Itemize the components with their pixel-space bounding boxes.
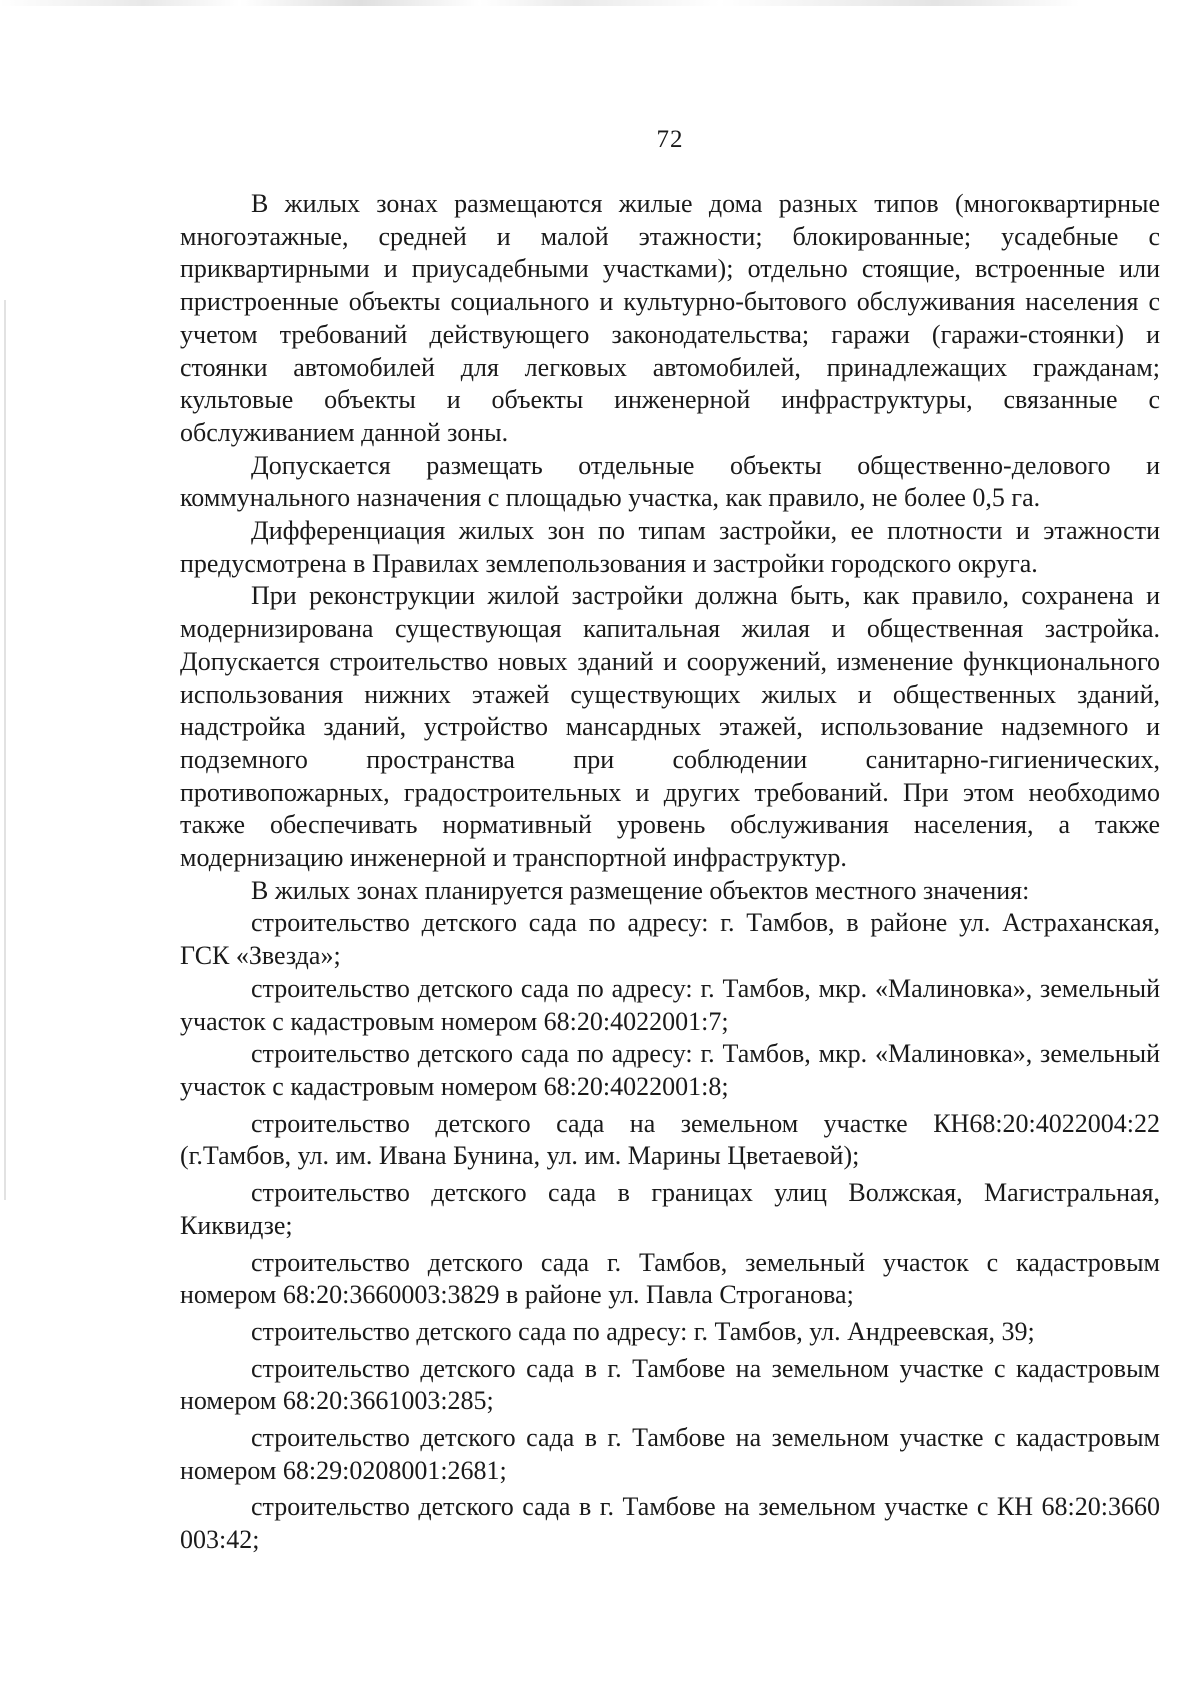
list-item: строительство детского сада по адресу: г. Тамбов, мкр. «Малиновка», земельный участок с кадастровым номером 68:20:4022001:7; — [180, 973, 1160, 1036]
list-item: строительство детского сада г. Тамбов, земельный участок с кадастровым номером 68:20:3660003:3829 в районе ул. Павла Строганова; — [180, 1247, 1160, 1310]
list-item: строительство детского сада в г. Тамбове на земельном участке с кадастровым номером 68:20:3661003:285; — [180, 1353, 1160, 1416]
list-item: строительство детского сада в границах улиц Волжская, Магистральная, Киквидзе; — [180, 1178, 1160, 1240]
paragraph-reconstruction: При реконструкции жилой застройки должна быть, как правило, сохранена и модернизирована существующая капитальная жилая и общественная застройка. Допускается строительство новых зданий и сооружений, изменение функционального использования нижних этажей существующих жилых и общественных зданий, надстройка зданий, устройство мансардных этажей, использование надземного и подземного пространства при соблюдении санитарно-гигиенических, противопожарных, градостроительных и других требований. При этом необходимо также обеспечивать нормативный уровень обслуживания населения, а также модернизацию инженерной и транспортной инфраструктур. — [180, 581, 1160, 873]
paragraph-residential-zones: В жилых зонах размещаются жилые дома разных типов (многоквартирные многоэтажные, средней и малой этажности; блокированные; усадебные с приквартирными и приусадебными участками); отдельно стоящие, встроенные или пристроенные объекты социального и культурно-бытового обслуживания населения с учетом требований действующего законодательства; гаражи (гаражи-стоянки) и стоянки автомобилей для легковых автомобилей, принадлежащих гражданам; культовые объекты и объекты инженерной инфраструктуры, связанные с обслуживанием данной зоны. — [180, 189, 1160, 447]
paragraph-zone-differentiation: Дифференциация жилых зон по типам застройки, ее плотности и этажности предусмотрена в Правилах землепользования и застройки городского округа. — [180, 516, 1160, 578]
list-item: строительство детского сада по адресу: г. Тамбов, ул. Андреевская, 39; — [251, 1316, 1035, 1346]
list-item: строительство детского сада по адресу: г. Тамбов, в районе ул. Астраханская, ГСК «Звезда»; — [180, 908, 1160, 971]
list-item: строительство детского сада по адресу: г. Тамбов, мкр. «Малиновка», земельный участок с кадастровым номером 68:20:4022001:8; — [180, 1039, 1160, 1101]
scan-edge-top — [0, 0, 1200, 6]
list-item: строительство детского сада в г. Тамбове на земельном участке с кадастровым номером 68:29:0208001:2681; — [180, 1423, 1160, 1485]
paragraph-allowed-objects: Допускается размещать отдельные объекты общественно-делового и коммунального назначения с площадью участка, как правило, не более 0,5 га. — [180, 450, 1160, 513]
document-body — [180, 188, 1160, 1557]
page-number: 72 — [656, 126, 684, 153]
list-item: строительство детского сада на земельном участке КН68:20:4022004:22 (г.Тамбов, ул. им. Ивана Бунина, ул. им. Марины Цветаевой); — [180, 1108, 1160, 1171]
list-item: строительство детского сада в г. Тамбове на земельном участке с КН 68:20:3660 003:42; — [180, 1492, 1160, 1555]
scan-edge-left — [4, 300, 6, 1200]
paragraph-planned-objects-intro: В жилых зонах планируется размещение объектов местного значения: — [251, 875, 1030, 905]
